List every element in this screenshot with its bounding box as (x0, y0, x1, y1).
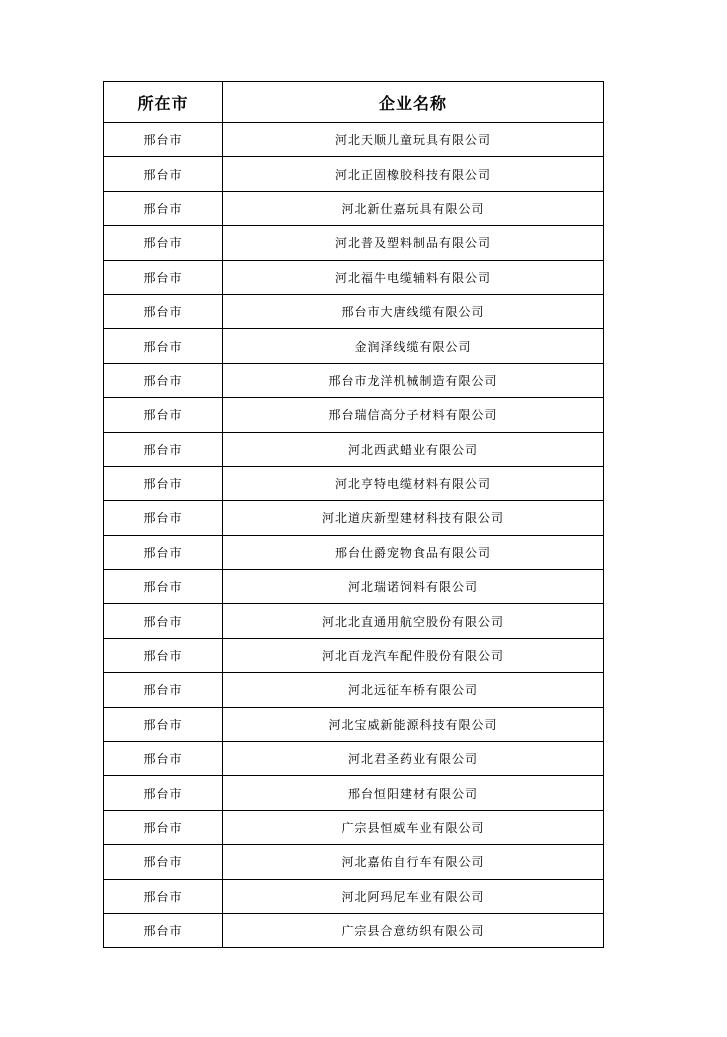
table-row (104, 157, 604, 191)
table-row (104, 260, 604, 294)
city-cell: 邢台市 (104, 123, 223, 157)
company-cell: 河北宝威新能源科技有限公司 (223, 707, 604, 741)
company-cell: 广宗县合意纺织有限公司 (223, 913, 604, 947)
city-cell: 邢台市 (104, 570, 223, 604)
table-row (104, 226, 604, 260)
table-row (104, 776, 604, 810)
company-table (103, 81, 604, 948)
table-row (104, 879, 604, 913)
table-row (104, 363, 604, 397)
table-row (104, 570, 604, 604)
table-row (104, 501, 604, 535)
table-row (104, 191, 604, 225)
table-row (104, 913, 604, 947)
city-cell: 邢台市 (104, 673, 223, 707)
table-row (104, 673, 604, 707)
city-cell: 邢台市 (104, 742, 223, 776)
city-cell: 邢台市 (104, 501, 223, 535)
company-cell: 河北嘉佑自行车有限公司 (223, 845, 604, 879)
table-row (104, 810, 604, 844)
company-cell: 河北普及塑料制品有限公司 (223, 226, 604, 260)
table-row (104, 329, 604, 363)
table-row (104, 466, 604, 500)
table-row (104, 845, 604, 879)
column-header-company: 企业名称 (223, 82, 604, 123)
table-row (104, 123, 604, 157)
city-cell: 邢台市 (104, 294, 223, 328)
company-cell: 广宗县恒威车业有限公司 (223, 810, 604, 844)
city-cell: 邢台市 (104, 432, 223, 466)
table-row (104, 535, 604, 569)
company-cell: 河北福牛电缆辅料有限公司 (223, 260, 604, 294)
company-cell: 河北远征车桥有限公司 (223, 673, 604, 707)
city-cell: 邢台市 (104, 810, 223, 844)
company-cell: 河北阿玛尼车业有限公司 (223, 879, 604, 913)
city-cell: 邢台市 (104, 260, 223, 294)
company-cell: 河北天顺儿童玩具有限公司 (223, 123, 604, 157)
city-cell: 邢台市 (104, 638, 223, 672)
company-cell: 邢台市龙洋机械制造有限公司 (223, 363, 604, 397)
company-cell: 河北北直通用航空股份有限公司 (223, 604, 604, 638)
city-cell: 邢台市 (104, 535, 223, 569)
table-row (104, 294, 604, 328)
city-cell: 邢台市 (104, 879, 223, 913)
company-cell: 邢台恒阳建材有限公司 (223, 776, 604, 810)
company-cell: 河北西武蜡业有限公司 (223, 432, 604, 466)
table-header-row (104, 82, 604, 123)
table-body (104, 123, 604, 948)
city-cell: 邢台市 (104, 913, 223, 947)
company-cell: 邢台瑞信高分子材料有限公司 (223, 398, 604, 432)
city-cell: 邢台市 (104, 191, 223, 225)
table-row (104, 742, 604, 776)
city-cell: 邢台市 (104, 707, 223, 741)
city-cell: 邢台市 (104, 157, 223, 191)
city-cell: 邢台市 (104, 466, 223, 500)
column-header-city: 所在市 (104, 82, 223, 123)
table-row (104, 432, 604, 466)
company-cell: 河北君圣药业有限公司 (223, 742, 604, 776)
city-cell: 邢台市 (104, 604, 223, 638)
company-cell: 河北百龙汽车配件股份有限公司 (223, 638, 604, 672)
company-cell: 邢台仕爵宠物食品有限公司 (223, 535, 604, 569)
city-cell: 邢台市 (104, 845, 223, 879)
company-cell: 河北新仕嘉玩具有限公司 (223, 191, 604, 225)
company-cell: 河北道庆新型建材科技有限公司 (223, 501, 604, 535)
city-cell: 邢台市 (104, 363, 223, 397)
city-cell: 邢台市 (104, 776, 223, 810)
company-cell: 河北正固橡胶科技有限公司 (223, 157, 604, 191)
company-cell: 河北亨特电缆材料有限公司 (223, 466, 604, 500)
company-cell: 邢台市大唐线缆有限公司 (223, 294, 604, 328)
city-cell: 邢台市 (104, 329, 223, 363)
table-row (104, 638, 604, 672)
city-cell: 邢台市 (104, 398, 223, 432)
city-cell: 邢台市 (104, 226, 223, 260)
company-cell: 河北瑞诺饲料有限公司 (223, 570, 604, 604)
table-row (104, 604, 604, 638)
table-row (104, 398, 604, 432)
company-cell: 金润泽线缆有限公司 (223, 329, 604, 363)
table-row (104, 707, 604, 741)
